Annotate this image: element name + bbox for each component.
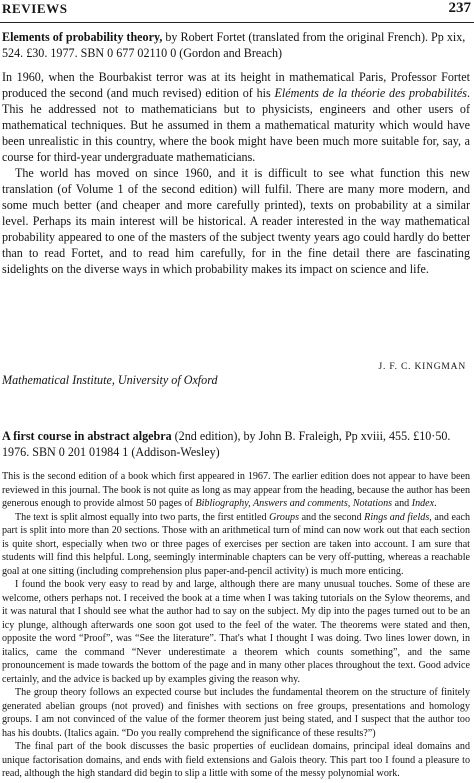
italic-text-run: Bibliography, Answers and comments, Notations (195, 498, 393, 509)
page-header (0, 0, 474, 23)
italic-text-run: Groups (269, 511, 300, 523)
review-1-publication-details: by Robert Fortet (translated from the original French). Pp xix, 524. £30. 1977. SBN 0 677 02110 0 (Gordon and Breach) (2, 30, 466, 60)
review-2-paragraph-1 (2, 470, 470, 511)
text-run: and (392, 498, 412, 509)
review-1-affiliation: Mathematical Institute, University of Oxford (2, 373, 218, 387)
italic-title-run: Eléments de la théorie des probabilités (274, 86, 467, 100)
review-2-body (2, 470, 470, 781)
review-1-paragraph-1 (2, 69, 470, 165)
review-2-paragraph-2 (2, 511, 470, 579)
review-1-body (2, 69, 470, 277)
text-run: In 1960, when the Bourbakist terror was at its height in mathematical Paris, Professor Fortet produced the second (and much revised) edition of his (2, 70, 470, 100)
review-2-paragraph-3: I found the book very easy to read by and large, although there are many unusual touches. Some of these are welcome, others perhaps not. I received the book at a time when I was taking tutorials on the Sylow theorems, and it was natural that I should see what the author had to say on the subject. My dip into the pages turned out to be an icy plunge, although afterwards one soon got used to the feel of the water. The theorems were stated and then, opposite the word “Proof”, was “See the literature”. That's what I thought I was doing. Two lines lower down, in italics, came the command “Never underestimate a theorem which counts something”, and the same pronouncement is made towards the bottom of the page and in many other places throughout the text. Good advice certainly, and the advice is backed up by examples giving the reason why. (2, 579, 470, 685)
italic-text-run: Rings and fields (364, 511, 430, 523)
review-2-publication-details: (2nd edition), by John B. Fraleigh, Pp xviii, 455. £10·50. 1976. SBN 0 201 01984 1 (Addison-Wesley) (2, 429, 451, 459)
review-1-reviewer: J. F. C. KINGMAN (378, 362, 466, 372)
text-run: . This he addressed not to mathematicians but to physicists, engineers and other users of mathematical techniques. But he assumed in them a mathematical maturity which would have been unrealistic in this country, where the book might have been much more suitable for, say, a course for third-year undergraduate mathematicians. (2, 86, 470, 164)
review-2-heading (2, 428, 470, 460)
review-1-paragraph-2: The world has moved on since 1960, and it is difficult to see what function this new translation (of Volume 1 of the second edition) will fulfil. There are many more modern, and some much better (and cheaper and more carefully printed), texts on probability at a similar level. Perhaps its main interest will be historical. A reader interested in the way mathematical probability appeared to one of the masters of the subject twenty years ago could hardly do better than to read Fortet, and to read him carefully, for in the fine detail there are fascinating sidelights on the diverse ways in which probability makes its impact on science and life. (2, 166, 470, 276)
review-1-book-title: Elements of probability theory, (2, 30, 163, 44)
text-run: , and each part is split into more than 20 sections. Those with an arithmetical turn of mind can now work out that each section is quite short, especially when two or three pages of exercises per section are taken into account. I am sure that students will find this helpful. Long, seemingly interminable chapters can be very off-putting, whereas a reachable goal at one sitting (including comprehension plus paper-and-pencil activity) is much more enticing. (2, 511, 470, 577)
running-head: REVIEWS (2, 1, 68, 16)
text-run: The text is split almost equally into two parts, the first entitled (15, 511, 270, 523)
text-run: This is the second edition of a book which first appeared in 1967. The earlier edition does not appear to have been reviewed in this journal. The book is not quite as long as may appear from the heading, because the author has been generous enough to provide almost 50 pages of (2, 471, 470, 509)
page-number: 237 (448, 0, 471, 16)
review-1-heading (2, 29, 470, 61)
text-run: and the second (299, 511, 365, 523)
text-run: . (434, 498, 437, 509)
review-2-book-title: A first course in abstract algebra (2, 429, 172, 443)
review-2-paragraph-5: The final part of the book discusses the basic properties of euclidean domains, principal ideal domains and unique factorisation domains, and ends with field extensions and Galois theory. This part too I found a pleasure to read, although the high standard did begin to slip a little with some of the messy polynomial work. (2, 741, 470, 779)
review-2-paragraph-4: The group theory follows an expected course but includes the fundamental theorem on the structure of finitely generated abelian groups (not proved) and finishes with sections on free groups, presentations and homology groups. I am not convinced of the value of the former theorem just being stated, and I suspect that the author too has his doubts. (Italics again. “Do you really comprehend the significance of these results?”) (2, 687, 470, 739)
italic-text-run: Index (411, 498, 435, 509)
